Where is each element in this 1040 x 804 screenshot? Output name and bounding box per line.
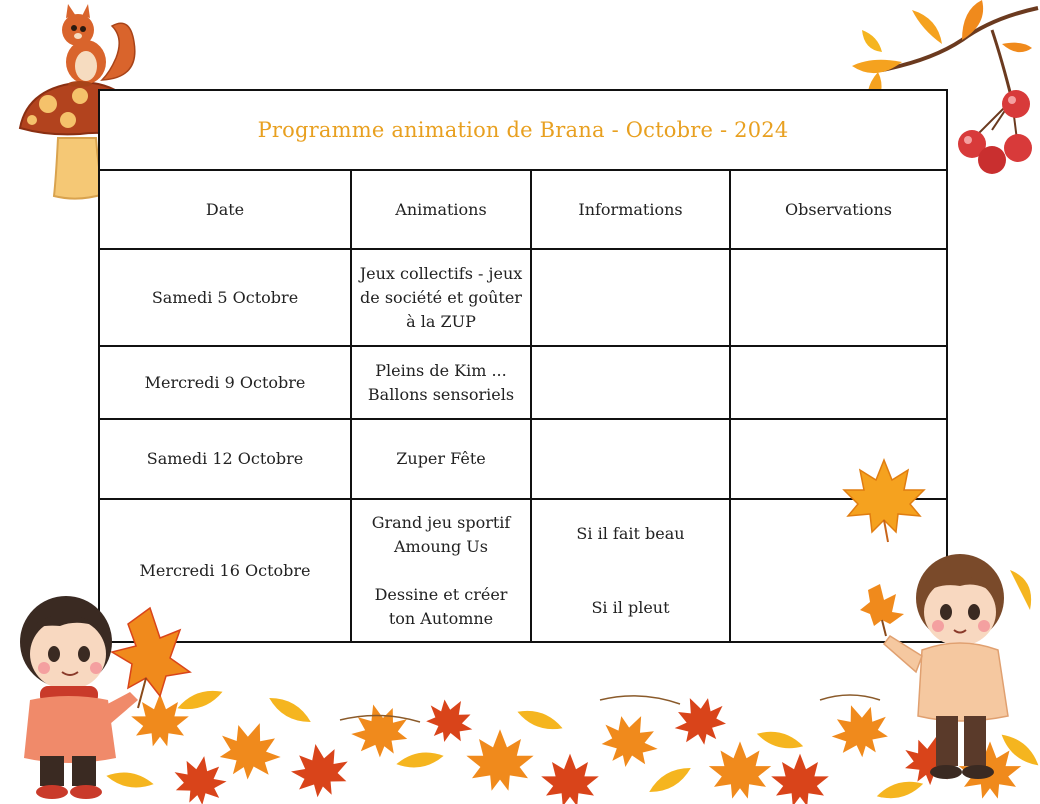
row-informations [532,250,731,347]
row-animations [352,500,532,641]
animation-line: Jeux collectifs - jeux [359,263,523,283]
squirrel-illustration [52,2,142,88]
maple-leaf-icon [842,456,926,544]
row-observations [731,347,946,420]
row-date: Mercredi 9 Octobre [100,347,352,420]
header-animations: Animations [352,171,532,250]
schedule-grid [100,171,946,641]
header-observations: Observations [731,171,946,250]
schedule-table [98,89,948,643]
girl-illustration [0,568,196,804]
row-date: Samedi 5 Octobre [100,250,352,347]
header-informations: Informations [532,171,731,250]
row-animations [352,250,532,347]
row-animations [352,347,532,420]
animation-line: Pleins de Kim ... [375,360,507,380]
row-animations [352,420,532,500]
row-informations [532,500,731,641]
animation-line: Grand jeu sportif [371,512,511,532]
row-observations [731,250,946,347]
animation-line: de société et goûter [360,287,522,307]
page-title: Programme animation de Brana - Octobre - 2024 [100,91,946,171]
animation-line: Ballons sensoriels [367,384,515,404]
header-date: Date [100,171,352,250]
animation-line: à la ZUP [406,311,476,331]
animation-line: Dessine et créer [374,584,508,604]
info-line: Si il fait beau [576,523,685,543]
animation-line: Zuper Fête [396,449,486,468]
row-date: Samedi 12 Octobre [100,420,352,500]
row-date: Mercredi 16 Octobre [100,500,352,641]
row-informations [532,347,731,420]
animation-line: Amoung Us [394,536,488,556]
animation-line: ton Automne [388,608,494,628]
info-line: Si il pleut [591,597,670,617]
row-informations [532,420,731,500]
boy-illustration [860,540,1040,790]
